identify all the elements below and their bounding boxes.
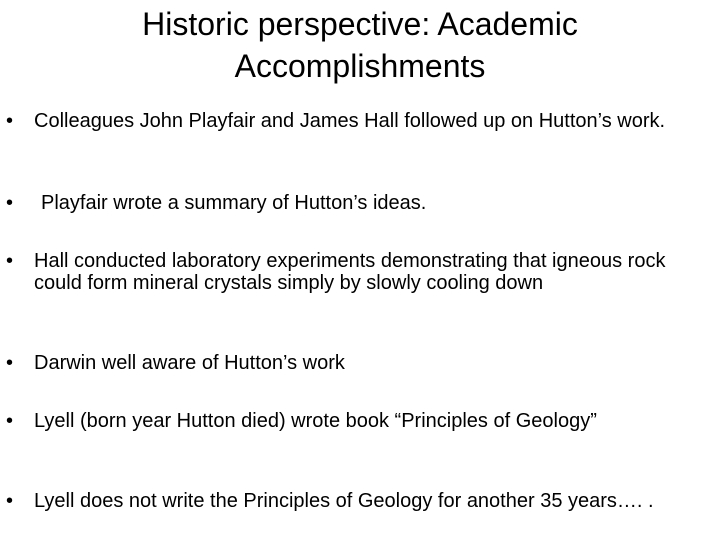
bullet-dot: • [6,192,14,214]
bullet-item [0,490,690,512]
bullet-text: Playfair wrote a summary of Hutton’s ideas. [41,192,427,214]
bullet-text: Lyell does not write the Principles of Geology for another 35 years…. . [34,490,654,512]
bullet-dot: • [6,490,14,512]
bullet-dot: • [6,352,14,374]
bullet-item [0,110,690,132]
bullet-text: Hall conducted laboratory experiments demonstrating that igneous rock could form mineral crystals simply by slowly cooling down [34,250,666,294]
slide-title: Historic perspective: Academic Accomplishments [142,6,578,84]
bullet-text: Darwin well aware of Hutton’s work [34,352,345,374]
bullet-item [0,250,690,294]
bullet-item [0,192,690,214]
bullet-item [0,352,690,374]
bullet-text: Lyell (born year Hutton died) wrote book “Principles of Geology” [34,410,597,432]
bullet-text: Colleagues John Playfair and James Hall followed up on Hutton’s work. [34,110,666,132]
bullet-dot: • [6,410,14,432]
bullet-dot: • [6,110,14,132]
bullet-dot: • [6,250,14,272]
bullet-item [0,410,690,432]
